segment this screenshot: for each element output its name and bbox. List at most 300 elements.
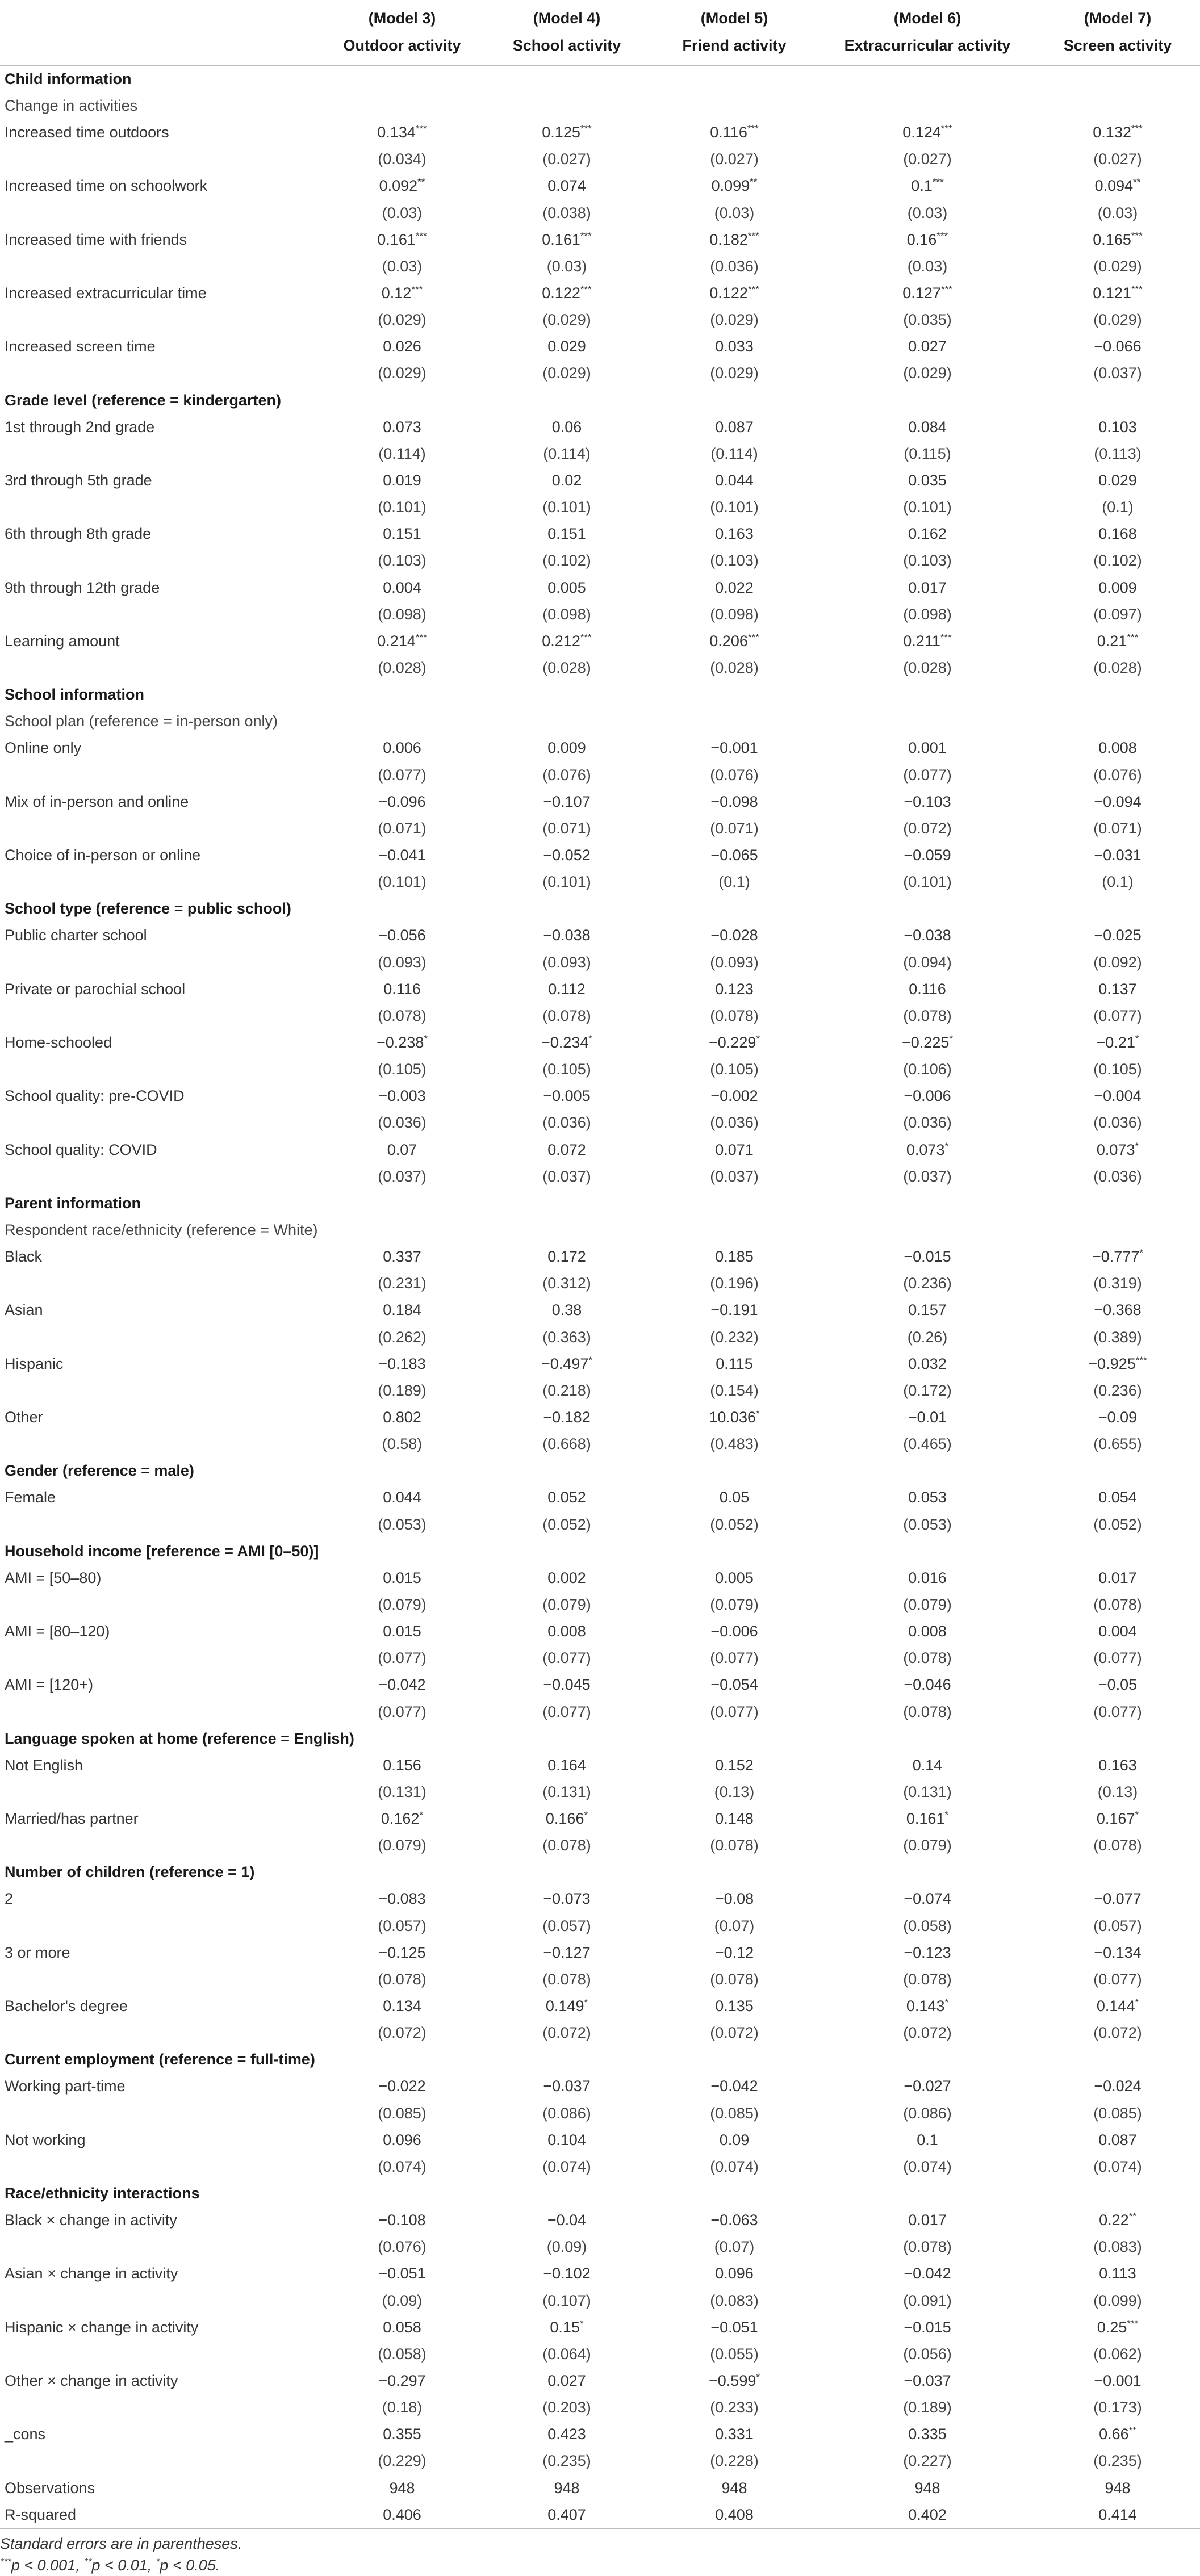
standard-error-cell: (0.079) (378, 1837, 427, 1854)
empty-cell (484, 1190, 649, 1217)
variable-row (0, 521, 1200, 547)
coefficient-cell: −0.096 (378, 793, 426, 810)
empty-cell (819, 2180, 1035, 2207)
standard-error-cell: (0.07) (714, 2238, 755, 2256)
coefficient-cell: 0.054 (1098, 1489, 1137, 1506)
coefficient-cell: 0.121*** (1093, 284, 1143, 302)
standard-error-cell: (0.102) (542, 552, 591, 569)
coefficient-cell: 0.123 (715, 980, 754, 998)
section-heading-row (0, 387, 1200, 414)
standard-error-cell: (0.114) (543, 445, 591, 462)
standard-error-cell: (0.078) (710, 1837, 759, 1854)
coefficient-cell: 0.408 (649, 2502, 819, 2529)
section-heading-row (0, 1190, 1200, 1217)
subheading-row (0, 1217, 1200, 1243)
coefficient-cell: 948 (1105, 2479, 1131, 2497)
significance-stars: *** (1127, 631, 1139, 643)
coefficient-cell: −0.038 (543, 927, 591, 944)
row-label: Choice of in-person or online (5, 847, 201, 864)
empty-cell (819, 708, 1035, 735)
coefficient-cell: 0.407 (484, 2502, 649, 2529)
coefficient-cell: 0.103 (1098, 418, 1137, 435)
model-number: (Model 5) (700, 10, 768, 27)
coefficient-cell: 0.015 (383, 1569, 421, 1586)
standard-error-row (0, 1966, 1200, 1993)
standard-error-cell: (0.1) (1102, 873, 1134, 891)
coefficient-cell: 0.074 (547, 177, 586, 195)
standard-error-cell: (0.028) (1093, 659, 1142, 677)
table-body (0, 65, 1200, 2529)
standard-error-cell: (0.173) (1093, 2399, 1142, 2416)
standard-error-cell: (0.363) (542, 1328, 591, 1346)
row-label: Respondent race/ethnicity (reference = White) (5, 1221, 318, 1238)
variable-row (0, 1672, 1200, 1698)
empty-cell (320, 65, 484, 93)
coefficient-cell: 0.035 (908, 472, 947, 489)
row-label: Increased time with friends (5, 231, 187, 248)
coefficient-cell: 0.402 (819, 2502, 1035, 2529)
coefficient-cell: −0.041 (378, 847, 426, 864)
coefficient-cell: 0.185 (715, 1248, 754, 1266)
coefficient-cell: −0.024 (1094, 2077, 1142, 2095)
variable-row (0, 1993, 1200, 2020)
row-label (0, 2394, 320, 2421)
standard-error-cell: (0.036) (1093, 1114, 1142, 1132)
coefficient-cell: −0.025 (1094, 927, 1142, 944)
row-label (0, 2341, 320, 2368)
standard-error-cell: (0.085) (1093, 2104, 1142, 2122)
standard-error-cell: (0.131) (542, 1783, 591, 1800)
row-label (0, 762, 320, 789)
coefficient-cell: 0.137 (1098, 980, 1137, 998)
section-heading-row (0, 1725, 1200, 1752)
standard-error-cell: (0.099) (1093, 2292, 1142, 2309)
header-variable-column (0, 0, 320, 65)
coefficient-cell: −0.191 (710, 1301, 758, 1319)
standard-error-cell: (0.262) (378, 1328, 427, 1346)
standard-error-cell: (0.072) (903, 2024, 952, 2042)
significance-stars: *** (940, 284, 952, 295)
footnote-significance (0, 2554, 1200, 2576)
empty-cell (819, 1457, 1035, 1484)
empty-cell (649, 1190, 819, 1217)
coefficient-cell: 0.134*** (377, 123, 427, 141)
standard-error-cell: (0.077) (710, 1703, 759, 1720)
coefficient-cell: −0.238* (377, 1033, 428, 1051)
significance-stars: *** (747, 284, 759, 295)
standard-error-cell: (0.037) (710, 1167, 759, 1185)
standard-error-cell: (0.093) (542, 953, 591, 971)
significance-stars: * (579, 2318, 584, 2329)
significance-stars: *** (747, 123, 759, 135)
row-label (0, 1645, 320, 1672)
coefficient-cell: 0.21*** (1097, 631, 1139, 650)
standard-error-cell: (0.077) (378, 1703, 427, 1720)
empty-cell (1035, 387, 1200, 414)
empty-cell (484, 93, 649, 119)
row-label: 3rd through 5th grade (5, 472, 152, 489)
coefficient-cell: 0.073 (383, 418, 421, 435)
standard-error-cell: (0.078) (903, 1970, 952, 1988)
standard-error-cell: (0.029) (710, 311, 759, 329)
row-label: Child information (5, 70, 132, 87)
coefficient-cell: 0.017 (1098, 1569, 1137, 1586)
standard-error-cell: (0.312) (542, 1275, 591, 1292)
coefficient-cell: 0.094** (1094, 177, 1141, 195)
empty-cell (484, 387, 649, 414)
standard-error-row (0, 360, 1200, 387)
row-label: Grade level (reference = kindergarten) (5, 391, 281, 409)
coefficient-cell: 0.016 (908, 1569, 947, 1586)
standard-error-cell: (0.036) (903, 1114, 952, 1132)
variable-row (0, 1618, 1200, 1645)
standard-error-cell: (0.027) (903, 150, 952, 168)
standard-error-cell: (0.1) (718, 873, 750, 891)
significance-stars: *** (940, 631, 952, 643)
standard-error-row (0, 949, 1200, 976)
coefficient-cell: 0.029 (547, 338, 586, 355)
standard-error-cell: (0.053) (378, 1515, 427, 1533)
standard-error-cell: (0.319) (1093, 1275, 1142, 1292)
standard-error-row (0, 253, 1200, 280)
standard-error-cell: (0.465) (903, 1435, 952, 1453)
variable-row (0, 1351, 1200, 1377)
coefficient-cell: 0.162* (381, 1810, 424, 1828)
standard-error-cell: (0.072) (542, 2024, 591, 2042)
standard-error-row (0, 1431, 1200, 1457)
standard-error-row (0, 2020, 1200, 2046)
row-label (0, 1591, 320, 1618)
coefficient-cell: −0.229* (709, 1033, 760, 1051)
coefficient-cell: −0.001 (1094, 2372, 1142, 2390)
empty-cell (320, 1217, 484, 1243)
coefficient-cell: 0.149* (545, 1997, 588, 2015)
standard-error-cell: (0.106) (903, 1061, 952, 1078)
coefficient-cell: 0.017 (908, 579, 947, 596)
empty-cell (649, 1457, 819, 1484)
row-label: Working part-time (5, 2077, 126, 2095)
standard-error-cell: (0.079) (903, 1837, 952, 1854)
empty-cell (484, 1217, 649, 1243)
coefficient-cell: 0.151 (383, 525, 421, 543)
empty-cell (320, 708, 484, 735)
coefficient-cell: 0.092** (379, 177, 425, 195)
empty-cell (1035, 2180, 1200, 2207)
row-label: 9th through 12th grade (5, 579, 160, 596)
variable-row (0, 2475, 1200, 2502)
standard-error-cell: (0.107) (542, 2292, 591, 2309)
coefficient-cell: −0.027 (904, 2077, 951, 2095)
coefficient-cell: 0.184 (383, 1301, 421, 1319)
row-label: Not working (5, 2131, 86, 2148)
coefficient-cell: 0.009 (1098, 579, 1137, 596)
row-label (0, 2020, 320, 2046)
model-name: School activity (512, 37, 621, 54)
model-number: (Model 3) (368, 10, 436, 27)
coefficient-cell: 0.07 (387, 1141, 417, 1158)
significance-stars: * (584, 1997, 588, 2008)
variable-row (0, 1806, 1200, 1832)
standard-error-cell: (0.085) (378, 2104, 427, 2122)
empty-cell (819, 2046, 1035, 2073)
standard-error-row (0, 601, 1200, 628)
standard-error-cell: (0.105) (378, 1061, 427, 1078)
coefficient-cell: 0.122*** (542, 284, 592, 302)
coefficient-cell: 0.004 (383, 579, 421, 596)
coefficient-cell: −0.037 (904, 2372, 951, 2390)
coefficient-cell: 0.027 (908, 338, 947, 355)
variable-row (0, 1297, 1200, 1323)
standard-error-cell: (0.101) (903, 499, 952, 516)
coefficient-cell: 0.116 (383, 980, 421, 998)
coefficient-cell: 0.163 (1098, 1756, 1137, 1774)
row-label (0, 815, 320, 842)
row-label (0, 1913, 320, 1940)
standard-error-cell: (0.029) (1093, 311, 1142, 329)
standard-error-row (0, 2234, 1200, 2260)
standard-error-cell: (0.102) (1093, 552, 1142, 569)
coefficient-cell: 0.161* (906, 1810, 949, 1828)
row-label: Asian × change in activity (5, 2265, 178, 2282)
coefficient-cell: 0.156 (383, 1756, 421, 1774)
empty-cell (1035, 708, 1200, 735)
standard-error-cell: (0.03) (382, 204, 423, 221)
coefficient-cell: 0.026 (383, 338, 421, 355)
empty-cell (484, 1457, 649, 1484)
standard-error-cell: (0.131) (378, 1783, 427, 1800)
variable-row (0, 2260, 1200, 2287)
significance-stars: *** (1131, 284, 1143, 295)
standard-error-cell: (0.028) (378, 659, 427, 677)
coefficient-cell: −0.368 (1094, 1301, 1142, 1319)
standard-error-cell: (0.072) (710, 2024, 759, 2042)
standard-error-cell: (0.078) (710, 1007, 759, 1024)
standard-error-cell: (0.103) (903, 552, 952, 569)
coefficient-cell: 0.104 (547, 2131, 586, 2148)
coefficient-cell: 0.096 (715, 2265, 754, 2282)
standard-error-cell: (0.078) (903, 1007, 952, 1024)
sig-marker: ** (84, 2556, 92, 2567)
standard-error-cell: (0.029) (378, 311, 427, 329)
row-label: R-squared (0, 2502, 320, 2529)
empty-cell (320, 1538, 484, 1565)
standard-error-cell: (0.076) (542, 766, 591, 784)
variable-row (0, 227, 1200, 253)
empty-cell (649, 1725, 819, 1752)
standard-error-cell: (0.078) (1093, 1837, 1142, 1854)
significance-stars: *** (415, 230, 427, 241)
standard-error-cell: (0.233) (710, 2399, 759, 2416)
empty-cell (484, 65, 649, 93)
standard-error-cell: (0.03) (714, 204, 755, 221)
coefficient-cell: 0.12*** (381, 284, 423, 302)
coefficient-cell: 0.161*** (542, 230, 592, 248)
coefficient-cell: −0.006 (904, 1087, 951, 1105)
coefficient-cell: 0.161*** (377, 230, 427, 248)
coefficient-cell: 0.124*** (902, 123, 952, 141)
coefficient-cell: −0.003 (378, 1087, 426, 1105)
standard-error-row (0, 815, 1200, 842)
coefficient-cell: −0.234* (541, 1033, 592, 1051)
empty-cell (1035, 65, 1200, 93)
standard-error-cell: (0.655) (1093, 1435, 1142, 1453)
coefficient-cell: −0.066 (1094, 338, 1142, 355)
empty-cell (320, 93, 484, 119)
row-label (0, 1966, 320, 1993)
coefficient-cell: 0.05 (719, 1489, 750, 1506)
standard-error-row (0, 2394, 1200, 2421)
row-label (0, 1511, 320, 1538)
standard-error-cell: (0.078) (378, 1970, 427, 1988)
standard-error-cell: (0.03) (546, 257, 587, 275)
row-label: Hispanic (5, 1355, 64, 1372)
standard-error-cell: (0.103) (710, 552, 759, 569)
standard-error-cell: (0.03) (382, 257, 423, 275)
coefficient-cell: 0.38 (551, 1301, 582, 1319)
standard-error-cell: (0.078) (710, 1970, 759, 1988)
header-model-5 (649, 0, 819, 65)
significance-stars: ** (1128, 2425, 1136, 2436)
coefficient-cell: −0.056 (378, 927, 426, 944)
row-label: Home-schooled (5, 1033, 112, 1051)
standard-error-row (0, 441, 1200, 467)
standard-error-cell: (0.078) (542, 1837, 591, 1854)
standard-error-cell: (0.074) (378, 2158, 427, 2175)
variable-row (0, 2127, 1200, 2154)
coefficient-cell: 948 (914, 2479, 940, 2497)
coefficient-cell: 0.414 (1035, 2502, 1200, 2529)
standard-error-cell: (0.189) (903, 2399, 952, 2416)
standard-error-cell: (0.103) (378, 552, 427, 569)
empty-cell (819, 65, 1035, 93)
standard-error-cell: (0.101) (903, 873, 952, 891)
coefficient-cell: 0.032 (908, 1355, 947, 1372)
standard-error-row (0, 1511, 1200, 1538)
standard-error-cell: (0.056) (903, 2345, 952, 2363)
significance-stars: * (944, 1140, 949, 1151)
empty-cell (320, 1859, 484, 1886)
standard-error-cell: (0.071) (378, 819, 427, 837)
standard-error-cell: (0.13) (714, 1783, 755, 1800)
coefficient-cell: −0.108 (378, 2211, 426, 2229)
coefficient-cell: 0.164 (547, 1756, 586, 1774)
row-label (0, 1377, 320, 1404)
row-label: Increased time outdoors (5, 124, 169, 141)
significance-stars: ** (1133, 177, 1141, 188)
coefficient-cell: 0.071 (715, 1141, 754, 1158)
standard-error-cell: (0.098) (710, 605, 759, 623)
coefficient-cell: −0.21* (1096, 1033, 1139, 1051)
variable-row (0, 1565, 1200, 1591)
standard-error-cell: (0.101) (710, 499, 759, 516)
standard-error-cell: (0.072) (378, 2024, 427, 2042)
significance-stars: * (944, 1810, 949, 1821)
model-number: (Model 4) (533, 10, 601, 27)
coefficient-cell: −0.599* (709, 2372, 760, 2390)
standard-error-cell: (0.037) (1093, 365, 1142, 382)
empty-cell (484, 1538, 649, 1565)
standard-error-cell: (0.036) (1093, 1167, 1142, 1185)
coefficient-cell: 0.06 (551, 418, 582, 435)
coefficient-cell: −0.051 (378, 2265, 426, 2282)
empty-cell (819, 387, 1035, 414)
coefficient-cell: −0.004 (1094, 1087, 1142, 1105)
standard-error-cell: (0.228) (710, 2452, 759, 2470)
coefficient-cell: 948 (554, 2479, 580, 2497)
significance-stars: * (1135, 1033, 1139, 1044)
standard-error-row (0, 2100, 1200, 2127)
standard-error-cell: (0.029) (542, 365, 591, 382)
coefficient-cell: 0.001 (908, 739, 947, 757)
model-name: Outdoor activity (343, 37, 461, 54)
row-label: Increased extracurricular time (5, 284, 207, 302)
standard-error-row (0, 1591, 1200, 1618)
row-label: Current employment (reference = full-time) (5, 2051, 315, 2068)
significance-stars: *** (940, 123, 952, 135)
header-model-7 (1035, 0, 1200, 65)
section-heading-row (0, 1457, 1200, 1484)
standard-error-cell: (0.071) (1093, 819, 1142, 837)
empty-cell (649, 387, 819, 414)
standard-error-cell: (0.052) (542, 1515, 591, 1533)
coefficient-cell: 948 (721, 2479, 747, 2497)
coefficient-cell: 0.337 (383, 1248, 421, 1266)
standard-error-cell: (0.232) (710, 1328, 759, 1346)
standard-error-row (0, 2288, 1200, 2314)
row-label: Bachelor's degree (5, 1997, 128, 2015)
empty-cell (1035, 1725, 1200, 1752)
coefficient-cell: −0.01 (908, 1408, 947, 1426)
standard-error-row (0, 2154, 1200, 2180)
coefficient-cell: −0.045 (543, 1676, 591, 1694)
standard-error-cell: (0.072) (1093, 2024, 1142, 2042)
standard-error-cell: (0.028) (903, 659, 952, 677)
empty-cell (649, 1538, 819, 1565)
empty-cell (320, 1190, 484, 1217)
row-label: Learning amount (5, 632, 120, 650)
standard-error-cell: (0.027) (710, 150, 759, 168)
coefficient-cell: −0.182 (543, 1408, 591, 1426)
empty-cell (484, 708, 649, 735)
standard-error-cell: (0.077) (1093, 1703, 1142, 1720)
coefficient-cell: 0.152 (715, 1756, 754, 1774)
row-label: 2 (5, 1890, 14, 1908)
coefficient-cell: 0.144* (1096, 1997, 1139, 2015)
variable-row (0, 1243, 1200, 1270)
standard-error-row (0, 1832, 1200, 1859)
standard-error-cell: (0.101) (378, 499, 427, 516)
coefficient-cell: 0.182*** (709, 230, 759, 248)
significance-stars: * (944, 1997, 949, 2008)
row-label (0, 1056, 320, 1083)
standard-error-row (0, 1109, 1200, 1136)
variable-row (0, 1484, 1200, 1511)
coefficient-cell: −0.102 (543, 2265, 591, 2282)
significance-stars: * (1135, 1810, 1139, 1821)
empty-cell (819, 895, 1035, 922)
standard-error-cell: (0.078) (378, 1007, 427, 1024)
standard-error-cell: (0.058) (903, 1917, 952, 1934)
coefficient-cell: 0.009 (547, 739, 586, 757)
coefficient-cell: 0.02 (551, 472, 582, 489)
coefficient-cell: 0.162 (908, 525, 947, 543)
standard-error-cell: (0.077) (378, 766, 427, 784)
coefficient-cell: 0.087 (1098, 2131, 1137, 2148)
section-heading-row (0, 895, 1200, 922)
standard-error-cell: (0.231) (378, 1275, 427, 1292)
standard-error-cell: (0.105) (542, 1061, 591, 1078)
coefficient-cell: −0.046 (904, 1676, 951, 1694)
